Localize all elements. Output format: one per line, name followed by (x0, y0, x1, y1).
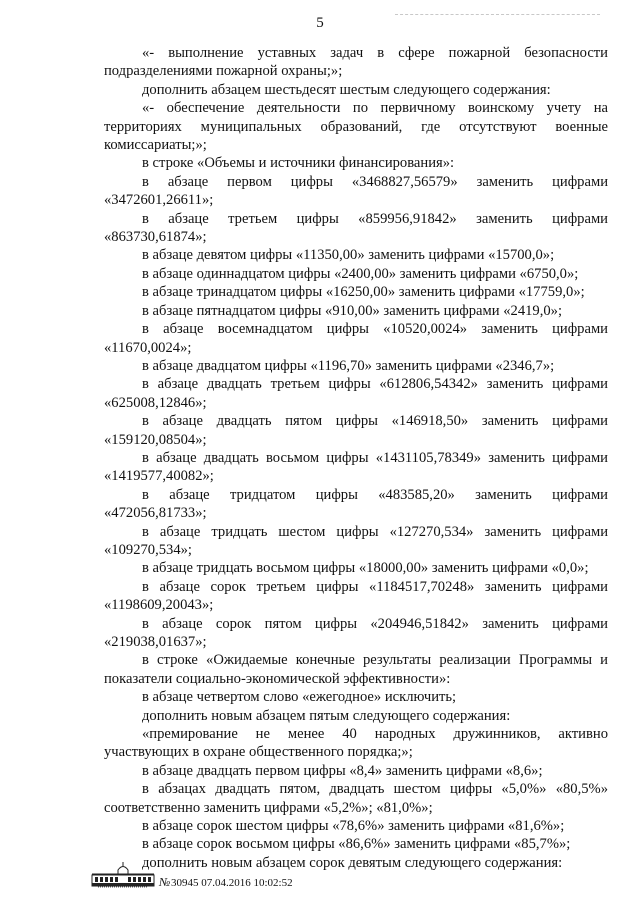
page-number: 5 (316, 15, 324, 31)
text-line: в абзаце тринадцатом цифры «16250,00» заменить цифрами «17759,0»; (142, 284, 585, 301)
text-line: в абзаце сорок пятом цифры «204946,51842» заменить цифрами (142, 615, 608, 632)
text-line: участвующих в охране общественного порядка;»; (104, 744, 413, 761)
text-line: «- выполнение уставных задач в сфере пожарной безопасности (142, 45, 608, 61)
text-line: в абзаце четвертом слово «ежегодное» исключить; (142, 689, 457, 706)
text-line: в абзаце сорок третьем цифры «1184517,70248» заменить цифрами (142, 578, 608, 595)
text-line: в абзаце первом цифры «3468827,56579» заменить цифрами (142, 173, 608, 190)
text-line: в абзаце двадцать восьмом цифры «1431105,78349» заменить цифрами (142, 449, 608, 466)
text-line: «премирование не менее 40 народных дружинников, активно (142, 726, 608, 743)
text-line: «3472601,26611»; (104, 192, 214, 209)
building-logo-icon (90, 861, 156, 889)
text-line: «863730,61874»; (104, 229, 207, 246)
footer-registration (90, 861, 390, 891)
text-line: в абзаце тридцать шестом цифры «127270,534» заменить цифрами (142, 523, 608, 540)
text-line: «159120,08504»; (104, 431, 207, 448)
text-line: «472056,81733»; (104, 505, 207, 522)
text-line: дополнить новым абзацем сорок девятым следующего содержания: (142, 854, 563, 871)
text-line: дополнить новым абзацем пятым следующего содержания: (142, 707, 511, 724)
text-line: «1198609,20043»; (104, 597, 214, 614)
text-line: дополнить абзацем шестьдесят шестым следующего содержания: (142, 81, 551, 98)
text-line: в абзаце тридцатом цифры «483585,20» заменить цифрами (142, 486, 608, 503)
text-line: территориях муниципальных образований, где отсутствуют военные (104, 118, 608, 135)
text-line: в абзаце сорок шестом цифры «78,6%» заменить цифрами «81,6%»; (142, 818, 565, 835)
text-line: в строке «Объемы и источники финансирования»: (142, 155, 455, 172)
text-line: «11670,0024»; (104, 339, 192, 356)
text-line: в абзацах двадцать пятом, двадцать шестом цифры «5,0%» «80,5%» (142, 781, 608, 798)
text-line: в абзаце третьем цифры «859956,91842» заменить цифрами (142, 210, 608, 227)
text-line: в абзаце двадцатом цифры «1196,70» заменить цифрами «2346,7»; (142, 357, 555, 374)
text-line: «1419577,40082»; (104, 468, 214, 485)
registration-mark: № (159, 875, 171, 889)
text-line: в абзаце девятом цифры «11350,00» заменить цифрами «15700,0»; (142, 247, 555, 264)
text-line: в абзаце восемнадцатом цифры «10520,0024» заменить цифрами (142, 321, 608, 338)
text-line: в абзаце пятнадцатом цифры «910,00» заменить цифрами «2419,0»; (142, 302, 563, 319)
document-body (104, 44, 608, 872)
text-line: подразделениями пожарной охраны;»; (104, 63, 343, 80)
registration-stamp: 30945 07.04.2016 10:02:52 (171, 877, 293, 889)
text-line: «625008,12846»; (104, 394, 207, 411)
text-line: в абзаце тридцать восьмом цифры «18000,00» заменить цифрами «0,0»; (142, 560, 589, 577)
text-line: в абзаце одиннадцатом цифры «2400,00» заменить цифрами «6750,0»; (142, 265, 579, 282)
text-line: «109270,534»; (104, 541, 192, 558)
text-line: «219038,01637»; (104, 634, 207, 650)
text-line: в строке «Ожидаемые конечные результаты реализации Программы и (142, 652, 608, 669)
text-line: комиссариаты;»; (104, 137, 207, 154)
text-line: в абзаце сорок восьмом цифры «86,6%» заменить цифрами «85,7%»; (142, 836, 571, 853)
text-line: показатели социально-экономической эффективности»: (104, 670, 451, 687)
text-line: в абзаце двадцать третьем цифры «612806,54342» заменить цифрами (142, 376, 608, 393)
text-line: в абзаце двадцать пятом цифры «146918,50» заменить цифрами (142, 413, 608, 430)
text-line: «- обеспечение деятельности по первичному воинскому учету на (142, 100, 608, 117)
text-line: в абзаце двадцать первом цифры «8,4» заменить цифрами «8,6»; (142, 762, 543, 779)
text-line: соответственно заменить цифрами «5,2%»; «81,0%»; (104, 799, 433, 816)
